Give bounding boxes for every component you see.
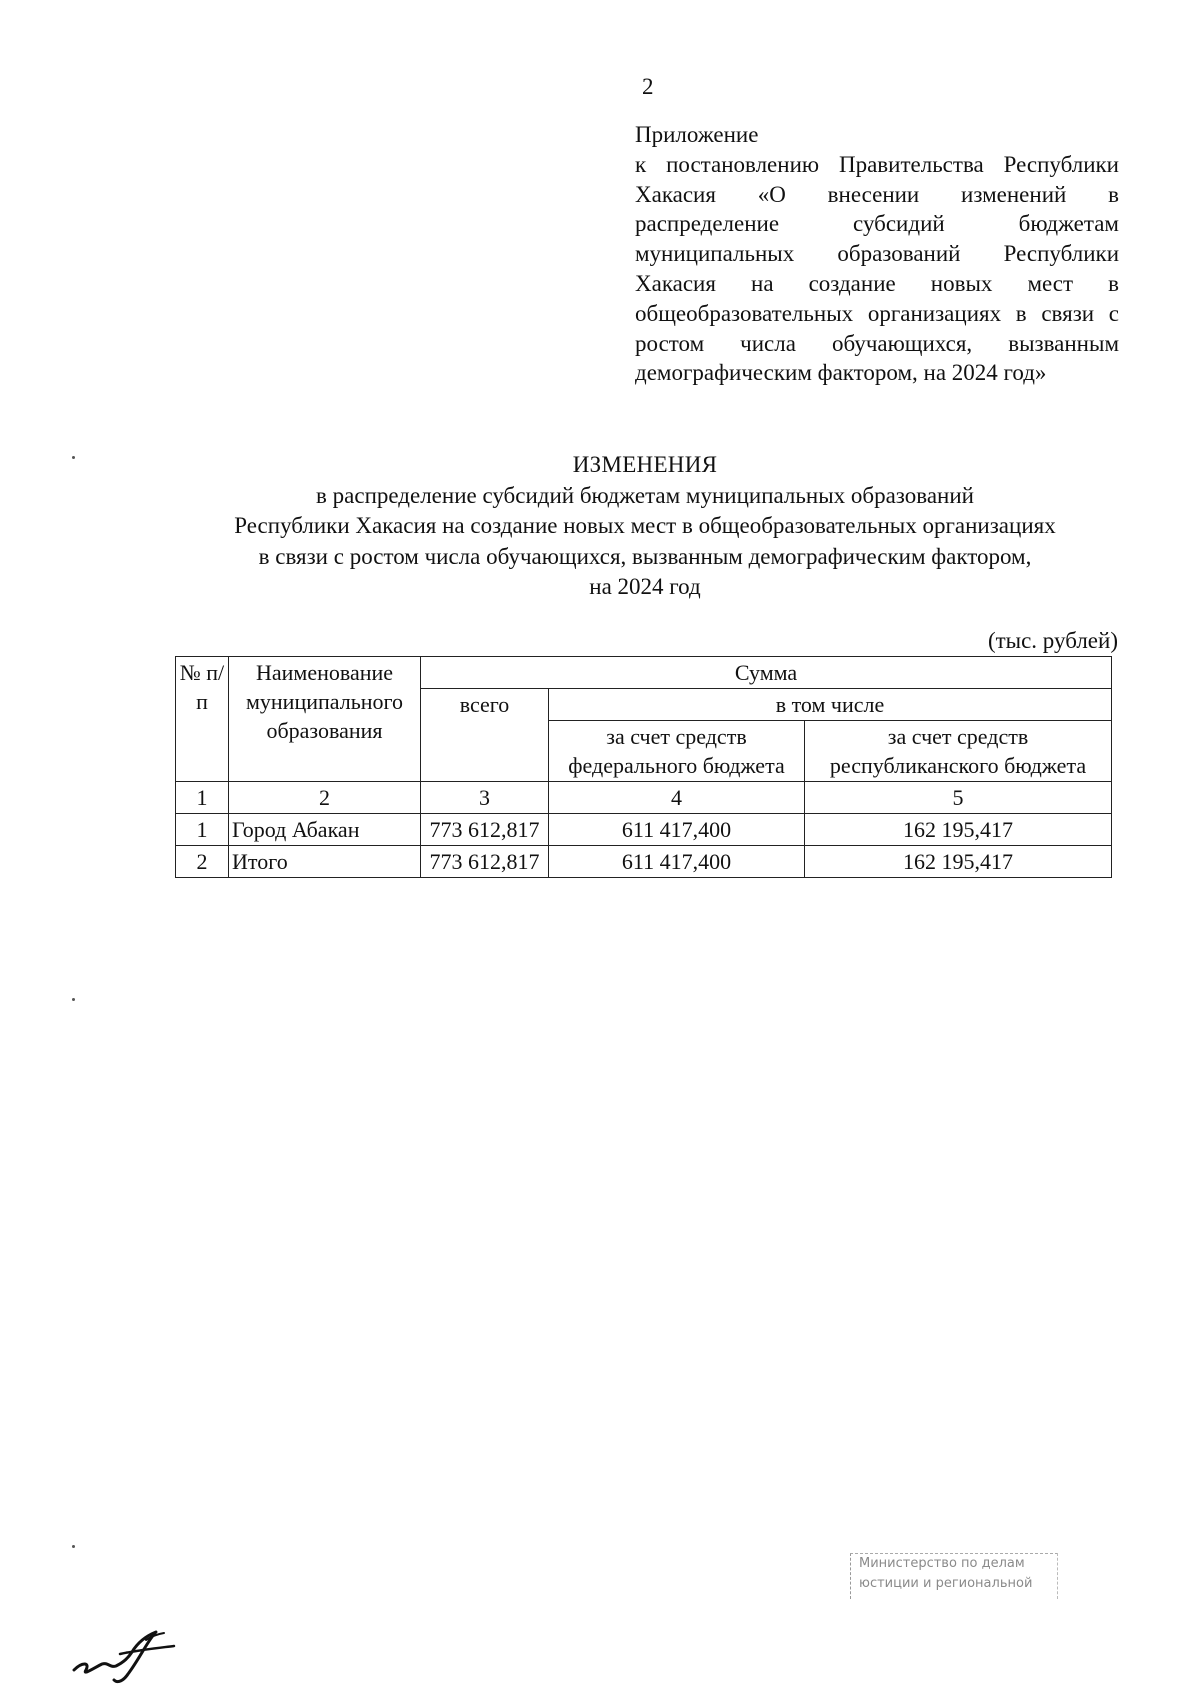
title-line-1: в распределение субсидий бюджетам муниципальных образований — [316, 482, 974, 508]
table-row — [176, 814, 1112, 846]
column-number-row — [176, 782, 1112, 814]
document-title — [120, 450, 1170, 603]
row-federal: 611 417,400 — [549, 846, 805, 878]
header-num: № п/п — [176, 657, 229, 782]
page-number: 2 — [642, 74, 654, 99]
stamp-line-2: юстиции и региональной — [859, 1576, 1033, 1591]
column-number: 2 — [229, 782, 421, 814]
scan-mark — [72, 456, 75, 459]
title-line-3: в связи с ростом числа обучающихся, вызванным демографическим фактором, — [258, 543, 1032, 569]
header-federal: за счет средств федерального бюджета — [549, 721, 805, 782]
appendix-label: Приложение — [635, 122, 759, 147]
column-number: 4 — [549, 782, 805, 814]
row-federal: 611 417,400 — [549, 814, 805, 846]
column-number: 1 — [176, 782, 229, 814]
row-num: 1 — [176, 814, 229, 846]
scan-mark — [72, 998, 75, 1001]
header-name: Наименование муниципального образования — [229, 657, 421, 782]
title-main: ИЗМЕНЕНИЯ — [572, 452, 718, 477]
column-number: 3 — [421, 782, 549, 814]
stamp-line-1: Министерство по делам — [859, 1556, 1025, 1571]
row-name: Итого — [229, 846, 421, 878]
scan-mark — [72, 1545, 75, 1548]
title-line-4: на 2024 год — [589, 574, 701, 599]
appendix-text: к постановлению Правительства Республики Хакасия «О внесении изменений в распределение субсидий бюджетам муниципальных образований Республики Хакасия на создание новых мест в общеобразовательных организациях в связи с ростом числа обучающихся, вызванным демографическим фактором, на 2024 год» — [635, 151, 1119, 386]
column-number: 5 — [805, 782, 1112, 814]
title-line-2: Республики Хакасия на создание новых мест в общеобразовательных организациях — [234, 513, 1056, 538]
units-label: (тыс. рублей) — [987, 628, 1118, 653]
header-republic: за счет средств республиканского бюджета — [805, 721, 1112, 782]
table-row — [176, 846, 1112, 878]
row-republic: 162 195,417 — [805, 846, 1112, 878]
header-total: всего — [421, 689, 549, 782]
ministry-stamp — [850, 1553, 1058, 1599]
signature-icon — [68, 1618, 188, 1688]
appendix-block — [635, 120, 1119, 388]
header-including: в том числе — [549, 689, 1112, 721]
row-total: 773 612,817 — [421, 846, 549, 878]
row-republic: 162 195,417 — [805, 814, 1112, 846]
row-total: 773 612,817 — [421, 814, 549, 846]
header-sum: Сумма — [421, 657, 1112, 689]
row-name: Город Абакан — [229, 814, 421, 846]
row-num: 2 — [176, 846, 229, 878]
subsidy-table — [175, 656, 1112, 878]
